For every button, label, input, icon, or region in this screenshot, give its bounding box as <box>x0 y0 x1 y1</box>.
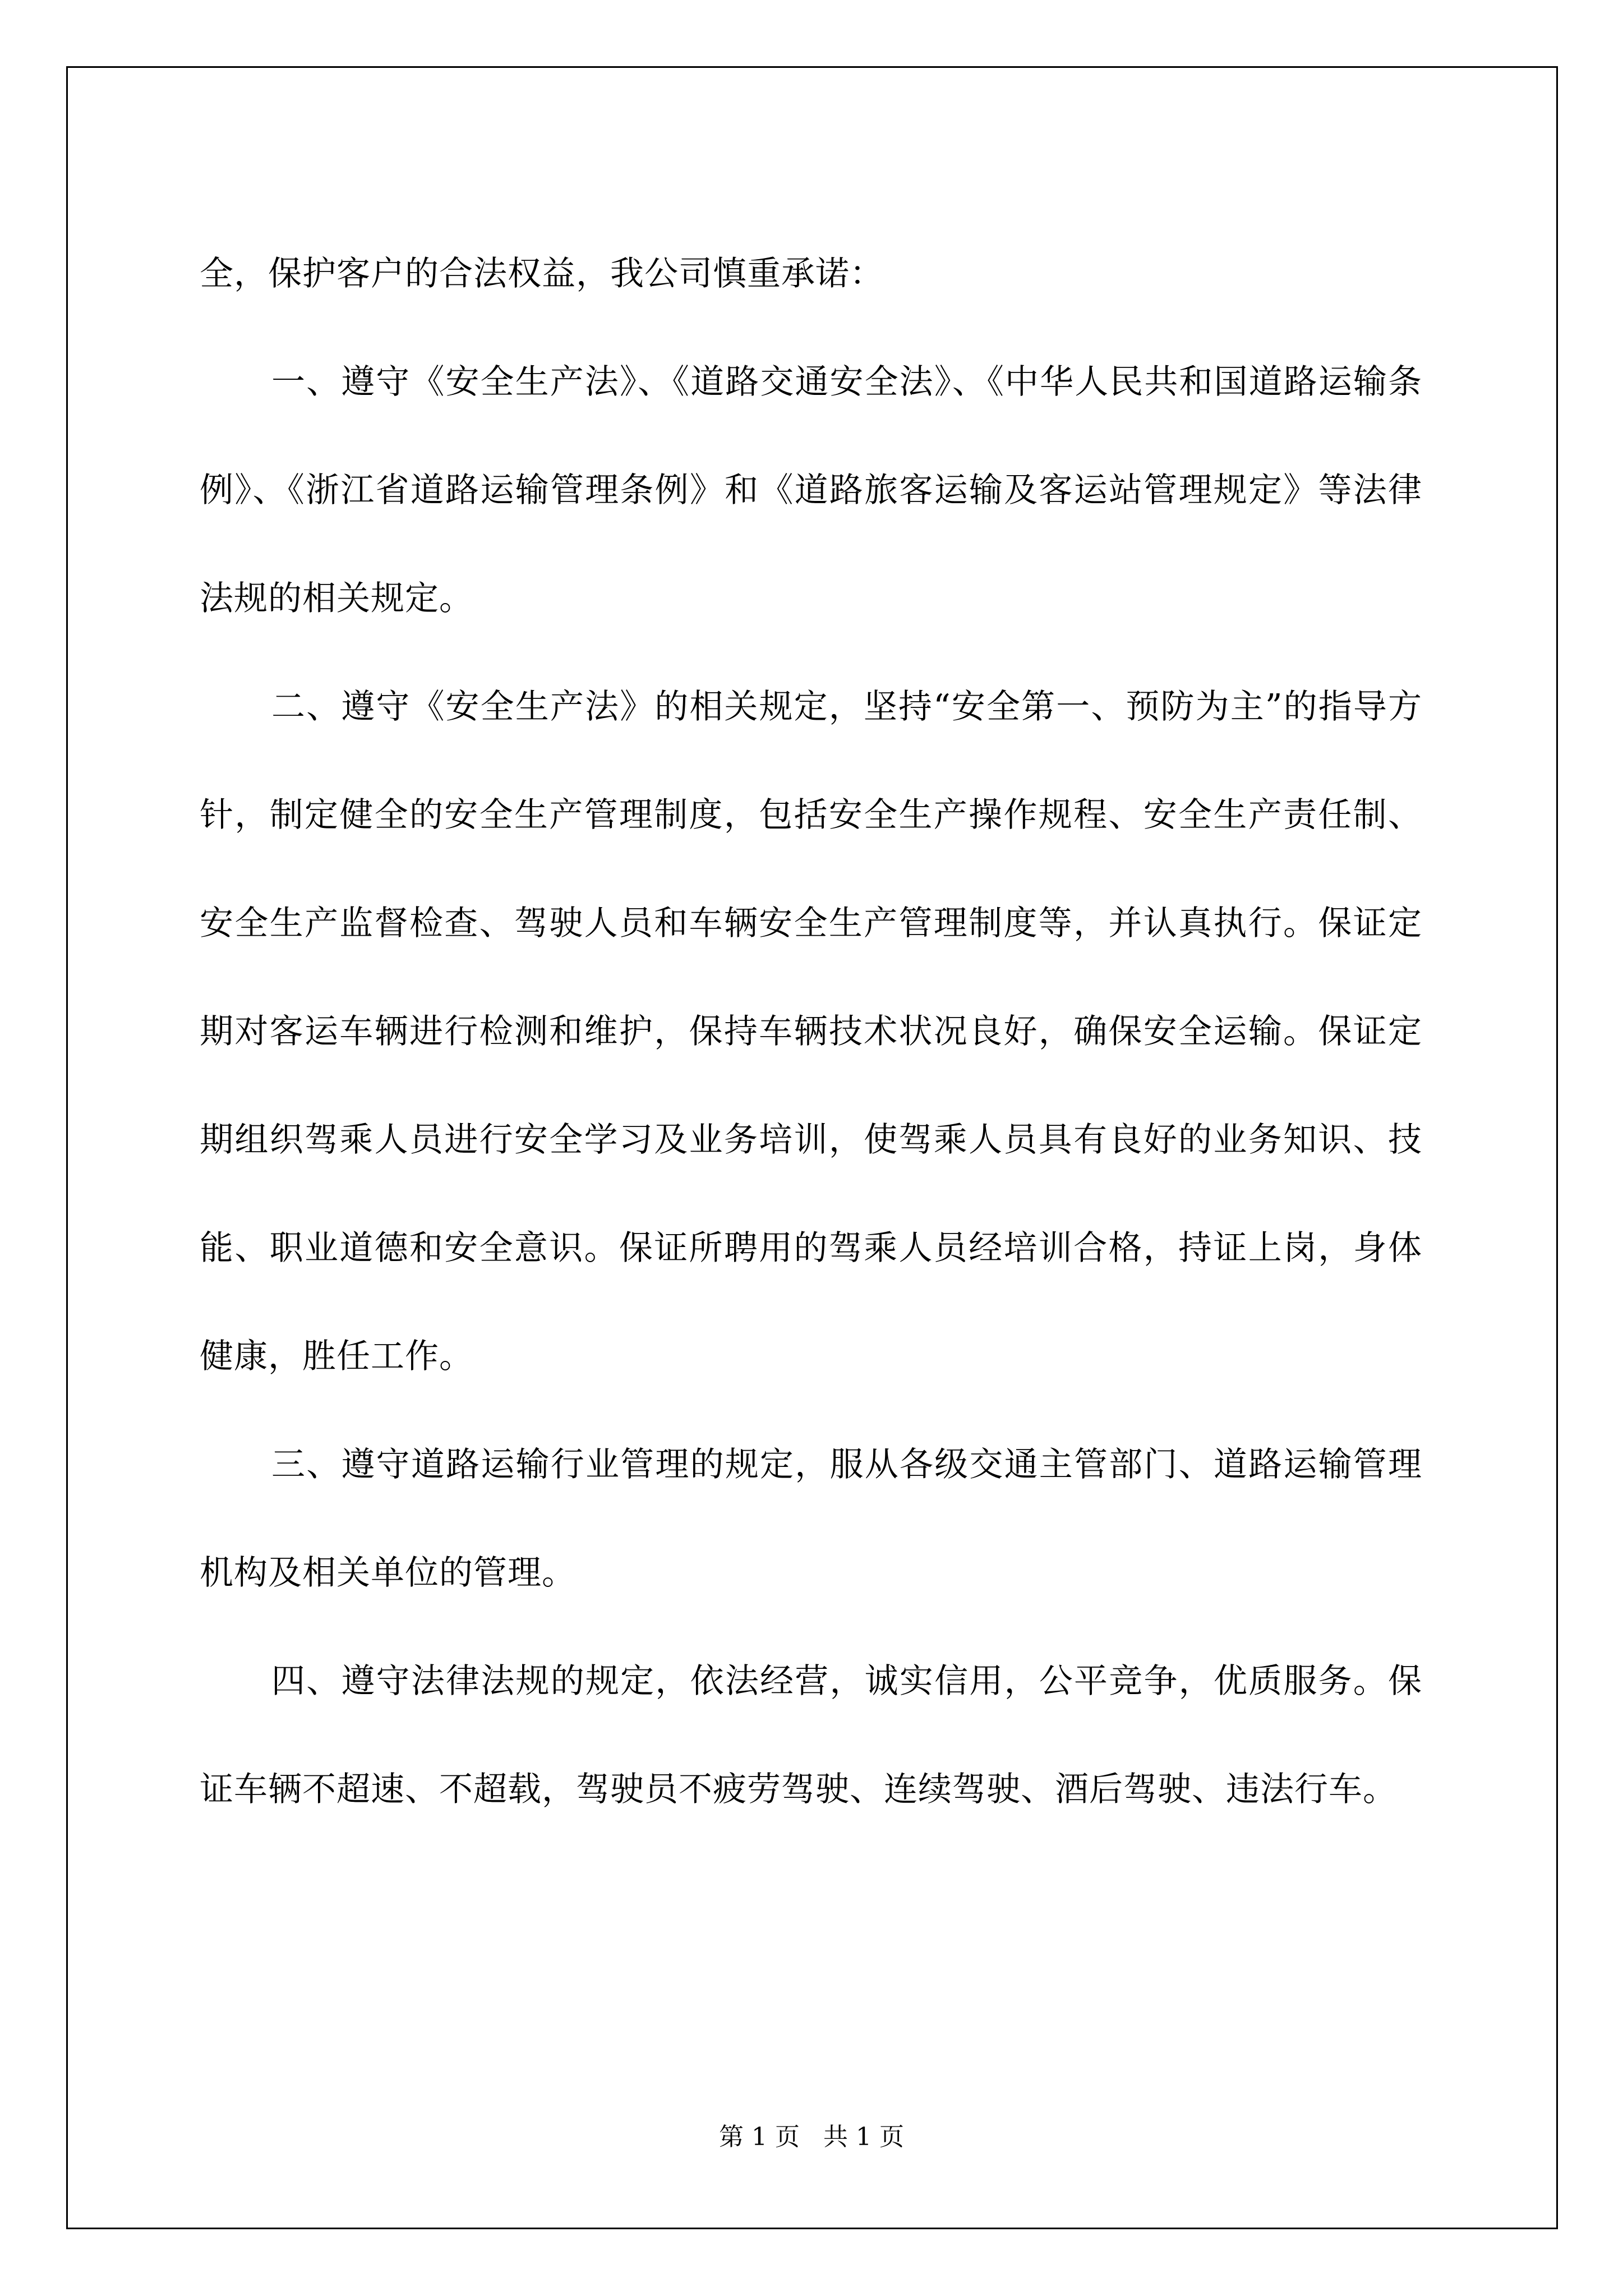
document-body <box>200 220 1422 1844</box>
paragraph-item-1: 一、遵守《安全生产法》、《道路交通安全法》、《中华人民共和国道路运输条例》、《浙江省道路运输管理条例》和《道路旅客运输及客运站管理规定》等法律法规的相关规定。 <box>200 362 1422 618</box>
paragraph-intro: 全，保护客户的合法权益，我公司慎重承诺： <box>200 254 884 293</box>
page-number: 第 1 页 <box>719 2123 800 2151</box>
paragraph-item-2: 二、遵守《安全生产法》的相关规定，坚持“安全第一、预防为主”的指导方针，制定健全的安全生产管理制度，包括安全生产操作规程、安全生产责任制、安全生产监督检查、驾驶人员和车辆安全生产管理制度等，并认真执行。保证定期对客运车辆进行检测和维护，保持车辆技术状况良好，确保安全运输。保证定期组织驾乘人员进行安全学习及业务培训，使驾乘人员具有良好的业务知识、技能、职业道德和安全意识。保证所聘用的驾乘人员经培训合格，持证上岗，身体健康，胜任工作。 <box>200 687 1422 1376</box>
page-total: 共 1 页 <box>823 2123 904 2151</box>
page-footer <box>0 2120 1623 2154</box>
footer-spacer <box>800 2123 823 2151</box>
paragraph-item-3: 三、遵守道路运输行业管理的规定，服从各级交通主管部门、道路运输管理机构及相关单位的管理。 <box>200 1445 1422 1593</box>
paragraph-item-4: 四、遵守法律法规的规定，依法经营，诚实信用，公平竞争，优质服务。保证车辆不超速、不超载，驾驶员不疲劳驾驶、连续驾驶、酒后驾驶、违法行车。 <box>200 1662 1422 1809</box>
